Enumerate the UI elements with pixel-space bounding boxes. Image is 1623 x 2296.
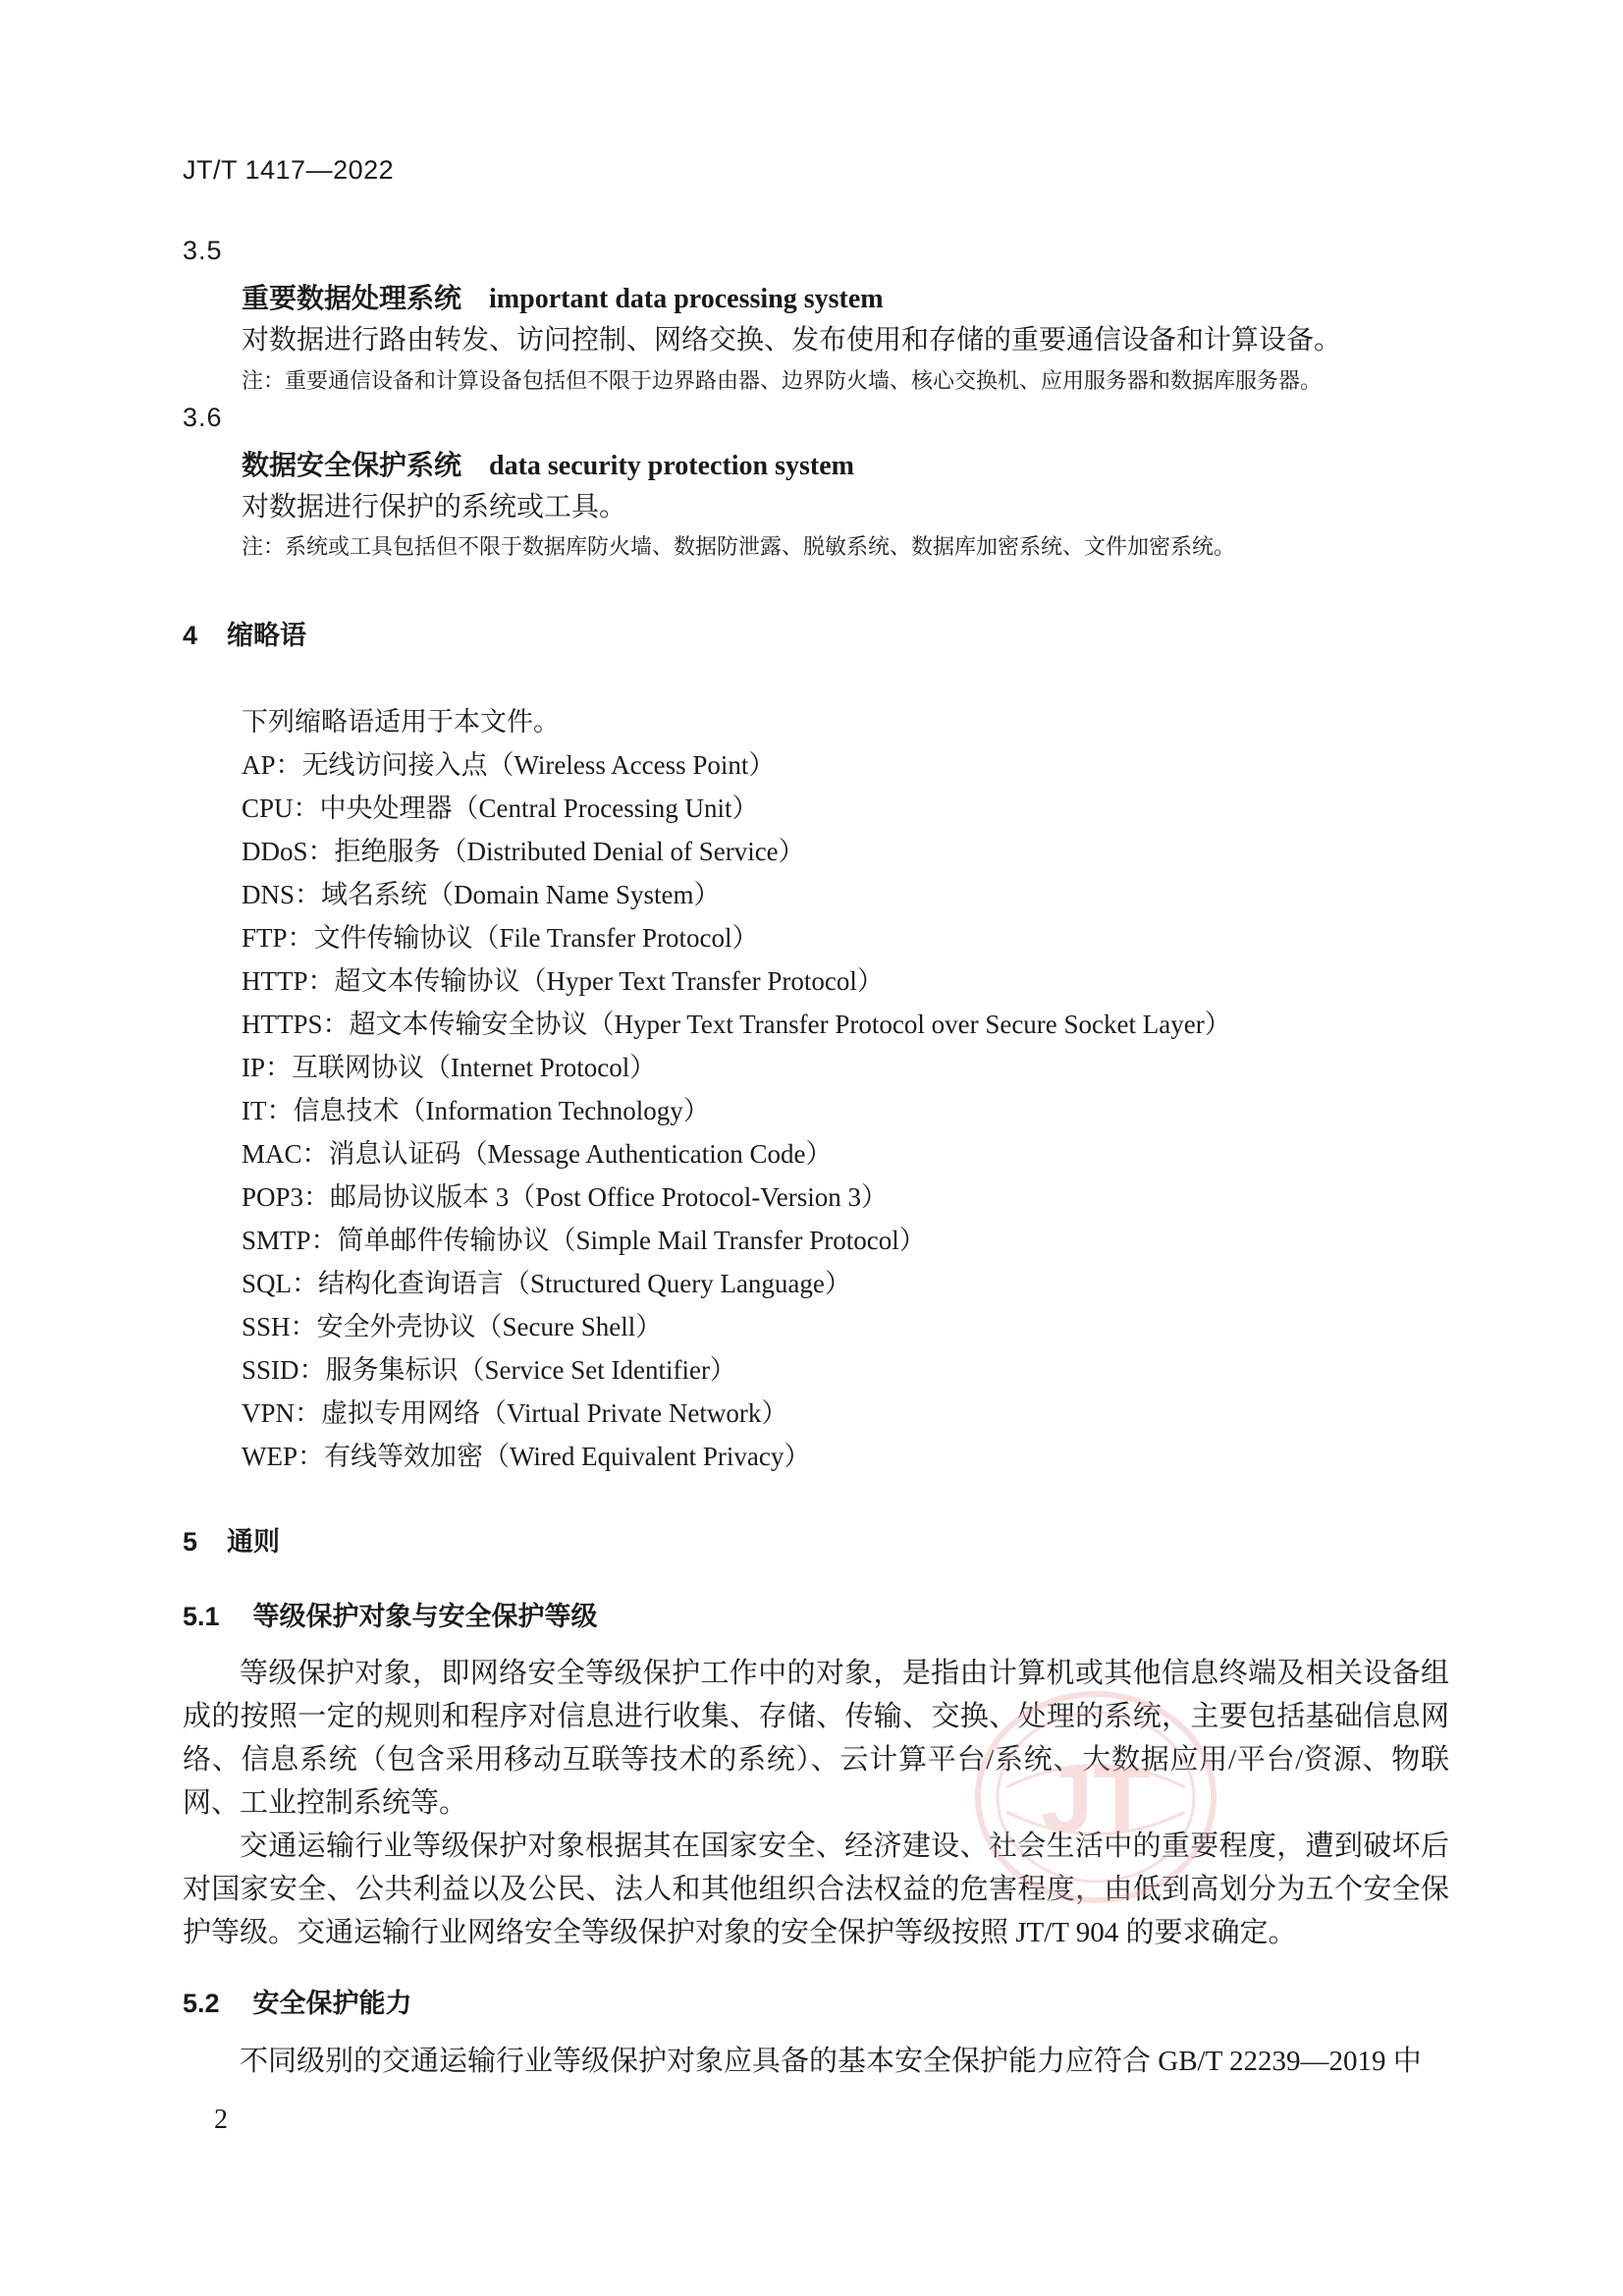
- body-paragraph: [183, 1825, 1449, 1954]
- term-zh: 重要数据处理系统: [242, 283, 462, 313]
- clause-number: 3.5: [183, 236, 223, 265]
- list-item: AP：无线访问接入点（Wireless Access Point）: [242, 750, 776, 780]
- subsection-number: 5.1: [183, 1602, 220, 1631]
- term-definition: 对数据进行保护的系统或工具。: [242, 492, 627, 522]
- list-item: DNS：域名系统（Domain Name System）: [242, 880, 721, 909]
- term-en: data security protection system: [489, 451, 854, 481]
- term-note: 注：重要通信设备和计算设备包括但不限于边界路由器、边界防火墙、核心交换机、应用服务器和数据库服务器。: [242, 368, 1323, 393]
- subsection-title: 等级保护对象与安全保护等级: [252, 1602, 598, 1631]
- list-item: SMTP：简单邮件传输协议（Simple Mail Transfer Protocol）: [242, 1226, 926, 1255]
- list-item: CPU：中央处理器（Central Processing Unit）: [242, 793, 759, 823]
- subsection-title: 安全保护能力: [252, 1989, 412, 2018]
- term-heading: [242, 444, 854, 483]
- paragraph-text: 等级保护对象，即网络安全等级保护工作中的对象，是指由计算机或其他信息终端及相关设备组成的按照一定的规则和程序对信息进行收集、存储、传输、交换、处理的系统，主要包括基础信息网络、信息系统（包含采用移动互联等技术的系统）、云计算平台/系统、大数据应用/平台/资源、物联网、工业控制系统等。: [183, 1658, 1449, 1819]
- list-item: VPN：虚拟专用网络（Virtual Private Network）: [242, 1398, 788, 1428]
- subsection-number: 5.2: [183, 1989, 220, 2018]
- paragraph-text: 交通运输行业等级保护对象根据其在国家安全、经济建设、社会生活中的重要程度，遭到破坏后对国家安全、公共利益以及公民、法人和其他组织合法权益的危害程度，由低到高划分为五个安全保护等级。交通运输行业网络安全等级保护对象的安全保护等级按照 JT/T 904 的要求确定。: [183, 1831, 1449, 1948]
- term-heading: [242, 277, 884, 316]
- list-item: POP3：邮局协议版本 3（Post Office Protocol-Version 3）: [242, 1182, 888, 1212]
- section-title: 通则: [227, 1527, 281, 1557]
- list-item: HTTPS：超文本传输安全协议（Hyper Text Transfer Protocol over Secure Socket Layer）: [242, 1010, 1231, 1039]
- subsection-heading: [183, 1595, 598, 1633]
- body-paragraph: [183, 2040, 1449, 2083]
- watermark-text: JT: [1040, 1747, 1152, 1852]
- section-heading: [183, 1520, 280, 1558]
- list-item: IT：信息技术（Information Technology）: [242, 1096, 710, 1125]
- list-item: HTTP：超文本传输协议（Hyper Text Transfer Protocol）: [242, 966, 884, 996]
- term-definition: 对数据进行路由转发、访问控制、网络交换、发布使用和存储的重要通信设备和计算设备。: [242, 325, 1342, 355]
- section-heading: [183, 614, 306, 652]
- list-item: DDoS：拒绝服务（Distributed Denial of Service）: [242, 837, 805, 866]
- page-number: 2: [214, 2105, 228, 2135]
- paragraph-text: 不同级别的交通运输行业等级保护对象应具备的基本安全保护能力应符合 GB/T 22239—2019 中: [240, 2046, 1422, 2077]
- list-item: MAC：消息认证码（Message Authentication Code）: [242, 1139, 833, 1169]
- list-item: IP：互联网协议（Internet Protocol）: [242, 1053, 657, 1082]
- section-number: 5: [183, 1527, 198, 1557]
- body-paragraph: [183, 1652, 1449, 1825]
- section-number: 4: [183, 621, 198, 650]
- section-title: 缩略语: [227, 621, 307, 650]
- term-note: 注：系统或工具包括但不限于数据库防火墙、数据防泄露、脱敏系统、数据库加密系统、文件加密系统。: [242, 534, 1236, 559]
- list-item: WEP：有线等效加密（Wired Equivalent Privacy）: [242, 1442, 811, 1471]
- standard-header: JT/T 1417—2022: [183, 155, 395, 185]
- term-zh: 数据安全保护系统: [242, 450, 462, 480]
- term-en: important data processing system: [489, 284, 884, 314]
- abbr-intro: 下列缩略语适用于本文件。: [242, 707, 560, 737]
- list-item: FTP：文件传输协议（File Transfer Protocol）: [242, 923, 759, 953]
- clause-number: 3.6: [183, 403, 223, 432]
- watermark-logo: [967, 1684, 1224, 1910]
- list-item: SSID：服务集标识（Service Set Identifier）: [242, 1355, 736, 1385]
- list-item: SSH：安全外壳协议（Secure Shell）: [242, 1312, 663, 1341]
- subsection-heading: [183, 1982, 412, 2020]
- list-item: SQL：结构化查询语言（Structured Query Language）: [242, 1269, 851, 1298]
